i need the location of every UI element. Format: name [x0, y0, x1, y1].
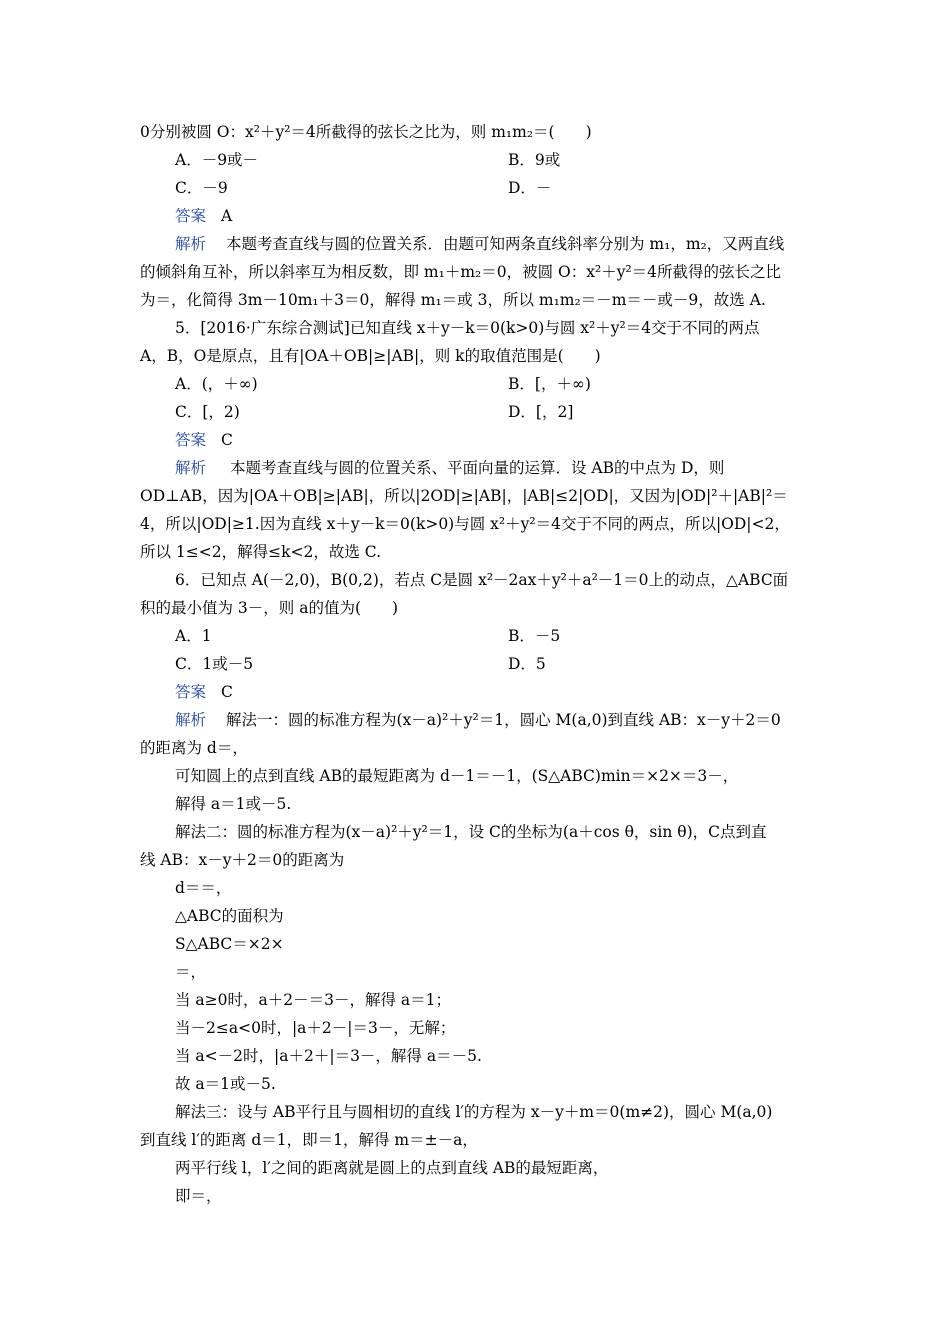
- text-line: 解得 a＝1或－5.: [175, 795, 292, 813]
- text-line: 当－2≤a<0时，|a＋2－|＝3－，无解；: [175, 1019, 456, 1037]
- answer-value: C: [221, 431, 233, 449]
- text-line: 所以 1≤<2，解得≤k<2，故选 C.: [140, 543, 382, 561]
- answer-label: 答案: [175, 431, 207, 449]
- option-a: A．－9或－: [175, 151, 259, 169]
- text-line: 解法一：圆的标准方程为(x－a)²＋y²＝1，圆心 M(a,0)到直线 AB：x－y＋2＝0: [226, 711, 781, 729]
- text-line: d＝＝，: [175, 879, 232, 897]
- text-line: 4，所以|OD|≥1.因为直线 x＋y－k＝0(k>0)与圆 x²＋y²＝4交于不同的两点，所以|OD|<2，: [140, 515, 790, 533]
- text-line: 解法三：设与 AB平行且与圆相切的直线 l′的方程为 x－y＋m＝0(m≠2)，圆心 M(a,0): [175, 1103, 773, 1121]
- option-c: C．1或－5: [175, 655, 254, 673]
- option-d: D．5: [508, 655, 546, 673]
- answer-value: C: [221, 683, 233, 701]
- text-line: A，B，O是原点，且有|OA＋OB|≥|AB|，则 k的取值范围是( ): [140, 347, 601, 365]
- option-b: B．9或: [508, 151, 561, 169]
- analysis-label: 解析: [175, 711, 207, 729]
- text-line: 可知圆上的点到直线 AB的最短距离为 d－1＝－1，(S△ABC)min＝×2×＝3－，: [175, 767, 739, 785]
- option-a: A．(，＋∞): [175, 375, 258, 393]
- question-6: 6．已知点 A(－2,0)，B(0,2)，若点 C是圆 x²－2ax＋y²＋a²－1＝0上的动点，△ABC面: [175, 571, 789, 589]
- text-line: 解法二：圆的标准方程为(x－a)²＋y²＝1，设 C的坐标为(a＋cos θ，sin θ)，C点到直: [175, 823, 767, 841]
- text-line: ＝，: [175, 963, 207, 981]
- text-line: S△ABC＝×2×: [175, 935, 284, 953]
- text-line: 线 AB：x－y＋2＝0的距离为: [140, 851, 345, 869]
- option-c: C．－9: [175, 179, 228, 197]
- text-line: 积的最小值为 3－，则 a的值为( ): [140, 599, 399, 617]
- text-line: 本题考查直线与圆的位置关系．由题可知两条直线斜率分别为 m₁，m₂，又两直线: [226, 235, 785, 253]
- text-line: 当 a<－2时，|a＋2＋|＝3－，解得 a＝－5.: [175, 1047, 482, 1065]
- analysis-label: 解析: [175, 235, 207, 253]
- option-d: D．[，2]: [508, 403, 574, 421]
- answer-label: 答案: [175, 683, 207, 701]
- text-line: 为＝，化简得 3m－10m₁＋3＝0，解得 m₁＝或 3，所以 m₁m₂＝－m＝－或－9，故选 A.: [140, 291, 766, 309]
- text-line: 的倾斜角互补，所以斜率互为相反数，即 m₁＋m₂＝0，被圆 O：x²＋y²＝4所截得的弦长之比: [140, 263, 782, 281]
- option-b: B．[，＋∞): [508, 375, 591, 393]
- answer-value: A: [221, 207, 233, 225]
- text-line: 当 a≥0时，a＋2－＝3－，解得 a＝1；: [175, 991, 452, 1009]
- text-line: 到直线 l′的距离 d＝1，即＝1，解得 m＝±－a，: [140, 1131, 478, 1149]
- text-line: 即＝，: [175, 1187, 222, 1205]
- text-line: 两平行线 l，l′之间的距离就是圆上的点到直线 AB的最短距离，: [175, 1159, 609, 1177]
- answer-label: 答案: [175, 207, 207, 225]
- text-line: OD⊥AB，因为|OA＋OB|≥|AB|，所以|2OD|≥|AB|，|AB|≤2|OD|，又因为|OD|²＋|AB|²＝: [140, 487, 788, 505]
- question-5: 5．[2016·广东综合测试]已知直线 x＋y－k＝0(k>0)与圆 x²＋y²＝4交于不同的两点: [175, 319, 760, 337]
- analysis-label: 解析: [175, 459, 207, 477]
- text-line: 本题考查直线与圆的位置关系、平面向量的运算．设 AB的中点为 D，则: [230, 459, 725, 477]
- option-d: D．－: [508, 179, 552, 197]
- text-line: 0分别被圆 O：x²＋y²＝4所截得的弦长之比为，则 m₁m₂＝( ): [140, 123, 592, 141]
- text-line: △ABC的面积为: [175, 907, 284, 925]
- option-a: A．1: [175, 627, 212, 645]
- text-line: 故 a＝1或－5.: [175, 1075, 276, 1093]
- option-b: B．－5: [508, 627, 561, 645]
- option-c: C．[，2): [175, 403, 240, 421]
- text-line: 的距离为 d＝，: [140, 739, 248, 757]
